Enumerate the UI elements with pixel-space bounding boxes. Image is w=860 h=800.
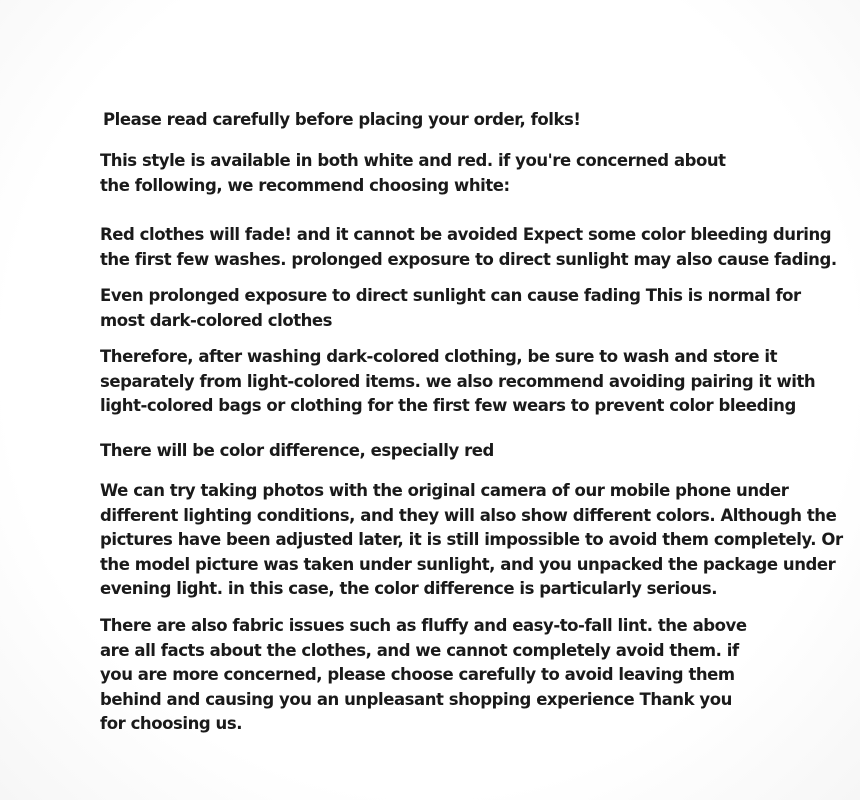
lighting-explanation-paragraph: We can try taking photos with the original camera of our mobile phone under different lighting conditions, and they will also show different colors. Although the pictures have been adjusted later, it is still impossible to avoid them completely. Or the model picture was taken under sunlight, and you unpacked the package under evening light. in this case, the color difference is particularly serious. xyxy=(100,481,843,598)
fabric-issues-paragraph: There are also fabric issues such as fluffy and easy-to-fall lint. the above are all facts about the clothes, and we cannot completely avoid them. if you are more concerned, please choose carefully to avoid leaving them behind and causing you an unpleasant shopping experience Thank you for choosing us. xyxy=(100,616,747,733)
notice-heading: Please read carefully before placing your order, folks! xyxy=(103,110,581,129)
sunlight-fading-paragraph: Even prolonged exposure to direct sunlight can cause fading This is normal for most dark-colored clothes xyxy=(100,286,801,330)
color-options-paragraph: This style is available in both white and red. if you're concerned about the following, we recommend choosing white: xyxy=(100,151,726,195)
washing-instructions-paragraph: Therefore, after washing dark-colored clothing, be sure to wash and store it separately from light-colored items. we also recommend avoiding pairing it with light-colored bags or clothing for the first few wears to prevent color bleeding xyxy=(100,347,816,415)
fading-warning-paragraph: Red clothes will fade! and it cannot be avoided Expect some color bleeding during the first few washes. prolonged exposure to direct sunlight may also cause fading. xyxy=(100,225,837,269)
color-difference-heading: There will be color difference, especially red xyxy=(100,441,494,460)
